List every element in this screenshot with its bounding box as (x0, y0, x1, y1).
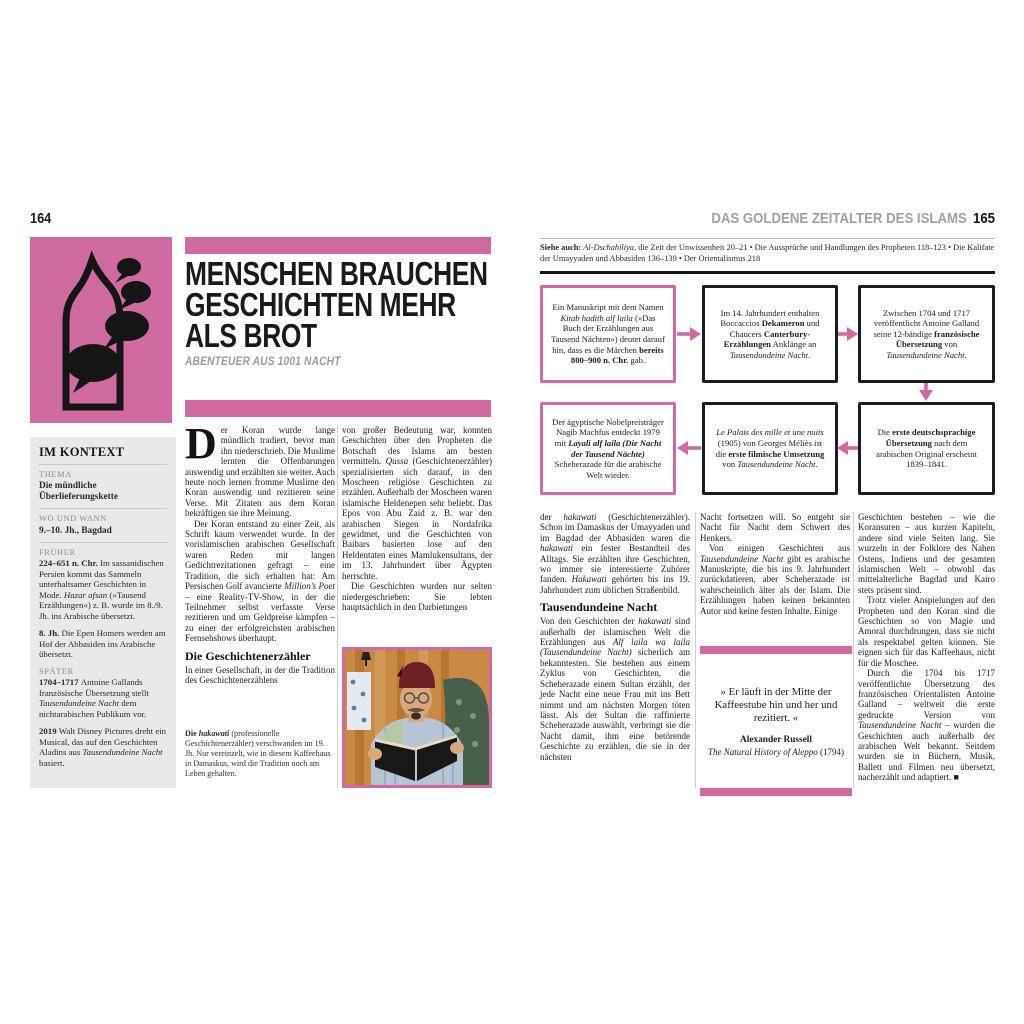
paragraph: von großer Bedeutung war, konnten Geschichten über den Propheten die Botschaft des Islams am besten vermitteln. Qussa (Geschichtenerzähler) spezialisierten sich darauf, in den Moscheen religiöse Geschichten zu erzählen. Außerhalb der Moscheen waren islamische Heldenepen sehr beliebt. Das Epos von Abu Zaid z. B. war den arabischen Siegen in Nordafrika gewidmet, und die Geschichten von Baibars basierten lose auf den Heldentaten eines Mamlukensultans, der im 13. Jahrhundert über Ägypten herrschte. (342, 425, 492, 581)
flow-box-text: Im 14. Jahrhundert enthalten Boccaccios Dekameron und Chaucers Canterbury-Erzählungen Anklänge an Tausendundeine Nacht. (720, 307, 820, 360)
chapter-icon-box (30, 237, 172, 423)
storyteller-photo-illustration (345, 650, 489, 785)
pull-quote (700, 646, 852, 796)
quote-bar-bottom (700, 788, 852, 796)
flow-box-text: Le Palais des mille et une nuits (1905) von Georges Méliès ist die erste filmische Umsetzung von Tausendundeine Nacht. (715, 427, 825, 470)
arrow-down-icon (917, 382, 935, 402)
paragraph: Durch die 1704 bis 1717 veröffentlichte Übersetzung des französischen Orientalisten Antoine Galland – weltweit die erste gedruckte Version von Tausendundeine Nacht – wurden die Geschichten auch außerhalb der arabischen Welt bekannt. Seitdem wurden sie in Büchern, Musik, Ballett und Filmen neu übersetzt, nacherzählt und adaptiert. ■ (858, 668, 995, 783)
flow-box-6 (858, 402, 995, 495)
paragraph: der hakawati (Geschichtenerzähler). Schon im Damaskus der Umayyaden und im Bagdad der Abbasiden waren die hakawati ein fester Bestandteil des Alltags. Sie erzählten ihre Geschichten, wo immer sie interessierte Zuhörer fanden. Hakawati gehörten bis ins 19. Jahrhundert zum üblichen Straßenbild. (540, 512, 690, 595)
header-rule (540, 238, 995, 239)
arrow-left-icon (676, 439, 702, 457)
flow-box-text: Zwischen 1704 und 1717 veröffentlicht Antoine Galland seine 12-bändige französische Übersetzung von Tausendundeine Nacht. (873, 307, 980, 360)
title-bar-top (185, 237, 491, 254)
context-entry: 8. Jh. Die Epen Homers werden am Hof der Abbasiden ins Arabische übersetzt. (39, 628, 166, 659)
context-label-spaeter: SPÄTER (39, 666, 74, 676)
article-subtitle: ABENTEUER AUS 1001 NACHT (185, 354, 341, 368)
quote-text: » Er läuft in der Mitte der Kaffeestube hin und her und rezitiert. « (714, 685, 838, 724)
arrow-left-icon (837, 439, 859, 457)
context-value-thema: Die mündliche Überlieferungskette (39, 481, 119, 502)
title-block (185, 237, 491, 427)
paragraph: Trotz vieler Anspielungen auf den Propheten und den Koran sind die Geschichten so von Magie und Amoral durchdrungen, dass sie nicht als respektabel gelten können. Sie eignen sich für das Kaffeehaus, nicht für die Moschee. (858, 595, 995, 668)
quote-source: The Natural History of Aleppo (1794) (707, 746, 845, 757)
drop-cap: D (185, 419, 217, 468)
right-page (540, 210, 995, 790)
title-line: MENSCHEN BRAUCHEN (185, 255, 488, 292)
context-rule (39, 508, 167, 509)
speech-bubbles-arch-icon (30, 237, 172, 423)
flow-box-text: Ein Manuskript mit dem Namen Kitab hadith alf laila (»Das Buch der Erzählungen aus Tausend Nächten«) deutet darauf hin, dass es die Märchen bereits 800–900 n. Chr. gab. (551, 302, 665, 366)
paragraph: Von einigen Geschichten aus Tausendundeine Nacht gibt es arabische Manuskripte, die bis ins 9. Jahrhundert zurückdatieren, aber Scheherazade ist wahrscheinlich älter als der Islam. Die Erzählungen haben keinen bekannten Autor und keine festen Inhalte. Einige (700, 543, 850, 616)
context-entry: 224–651 n. Chr. Im sassanidischen Persien kommt das Sammeln unterhaltsamer Geschichten in Mode. Hazar afsan (»Tausend Erzählungen«) z. B. wurde im 8./9. Jh. ins Arabische übersetzt. (39, 558, 164, 621)
body-column-right-3 (858, 512, 995, 783)
context-rule (39, 542, 167, 543)
body-column-left-1 (185, 419, 335, 685)
title-bar-bottom (185, 400, 491, 417)
flow-box-text: Die erste deutschsprachige Übersetzung nach dem arabischen Original erscheint 1839–1841. (876, 427, 977, 470)
storyteller-photo (342, 647, 492, 788)
article-title (185, 255, 491, 354)
page-number-right: 165 (972, 210, 995, 227)
flow-box-4 (540, 402, 676, 495)
context-entry: 2019 Walt Disney Pictures dreht ein Musical, das auf den Geschichten Aladins aus Tausendundeine Nacht basiert. (39, 726, 167, 768)
column-divider (695, 512, 696, 788)
section-rule (540, 271, 995, 274)
context-label-thema: THEMA (39, 469, 72, 479)
context-label-frueher: FRÜHER (39, 547, 76, 557)
paragraph-text: er Koran wurde lange mündlich tradiert, bevor man ihn niederschrieb. Die Muslime lernten die Offenbarungen auswendig und erzählten sie weiter. Auch heute noch lernen fromme Muslime den Koran auswendig und rezitieren seine Verse. Mit Zitaten aus dem Koran bekräftigen sie ihre Meinung. (185, 425, 335, 519)
column-divider (853, 512, 854, 788)
quote-bar-top (700, 646, 852, 654)
quote-author: Alexander Russell (740, 734, 812, 745)
title-line: ALS BROT (185, 317, 317, 354)
context-label-wo: WO UND WANN (39, 514, 107, 523)
paragraph: Der Koran entstand zu einer Zeit, als Schrift kaum verwendet wurde. In der vorislamischen arabischen Gesellschaft waren Reden mit langen Gedichtrezitationen gefragt – eine Tradition, die sich erhalten hat: Am Persischen Golf avancierte Million’s Poet – eine Reality-TV-Show, in der die Teilnehmer selbst verfasste Verse rezitieren und um Geldpreise kämpfen – zu einer der erfolgreichsten arabischen Fernsehshows überhaupt. (185, 518, 335, 644)
body-column-right-1 (540, 512, 690, 762)
column-divider (337, 425, 338, 788)
chapter-title: DAS GOLDENE ZEITALTER DES ISLAMS (711, 210, 967, 227)
photo-caption: Die hakawati (professionelle Geschichtenerzähler) verschwanden im 19. Jh. Nur vereinzelt, wie in diesem Kaffeehaus in Damaskus, wird die Tradition noch am Leben gehalten. (185, 729, 331, 778)
paragraph: Geschichten bestehen – wie die Koransuren – aus kurzen Kapiteln, andere sind viele Seiten lang. Sie wurzeln in der Folklore des Nahen Ostens, Indiens und der gesamten islamischen Welt – obwohl das mittelalterliche Bagdad und Kairo stets präsent sind. (858, 512, 995, 595)
flow-box-text: Der ägyptische Nobelpreisträger Nagib Machfus entdeckt 1979 mit Layali alf laila (Die Nacht der Tausend Nächte) Scheherazade für die arabische Welt wieder. (552, 416, 664, 480)
see-also-line: Siehe auch: Al-Dschahiliya, die Zeit der Unwissenheit 20–21 • Die Aussprüche und Handlungen des Propheten 118–123 • Die Kalifate der Umayyaden und Abbasiden 136–139 • Der Orientalismus 218 (540, 243, 995, 263)
arrow-right-icon (837, 325, 859, 343)
body-column-left-2 (342, 425, 492, 612)
chapter-header (595, 210, 995, 227)
page-number-left: 164 (30, 210, 52, 227)
left-page (30, 210, 505, 790)
paragraph (185, 419, 335, 519)
context-value-wo: 9.–10. Jh., Bagdad (39, 525, 112, 536)
paragraph: Nacht fortsetzen will. So entgeht sie Nacht für Nacht dem Schwert des Henkers. (700, 512, 850, 543)
quote-content (700, 684, 852, 759)
flow-box-2 (702, 285, 838, 383)
flow-box-3 (858, 285, 995, 383)
context-entry: 1704–1717 Antoine Gallands französische Übersetzung stellt Tausendundeine Nacht dem nichtarabischen Publikum vor. (39, 677, 149, 719)
flow-box-5 (702, 402, 838, 495)
section-heading: Tausendundeine Nacht (540, 600, 658, 615)
flow-box-1 (540, 285, 676, 383)
body-column-right-2 (700, 512, 850, 616)
section-heading: Die Geschichtenerzähler (185, 648, 311, 663)
paragraph: Von den Geschichten der hakawati sind außerhalb der islamischen Welt die Erzählungen aus Alf laila wa laila (Tausendundeine Nacht) sicherlich am bekanntesten. Sie bestehen aus einem Zyklus von Geschichten, die Scheherazade einem Sultan erzählt, der jede Nacht eine neue Frau mit ins Bett nimmt und am nächsten Morgen töten lässt. Als der Sultan die raffinierte Scheherazade auswählt, verbringt sie die Nacht damit, ihm eine betörende Geschichte zu erzählen, die sie in der nächsten (540, 616, 690, 762)
context-heading: IM KONTEXT (39, 447, 167, 465)
paragraph: Die Geschichten wurden nur selten niedergeschrieben: Sie lebten hauptsächlich in den Darbietungen (342, 581, 492, 612)
arrow-right-icon (676, 325, 702, 343)
title-line: GESCHICHTEN MEHR (185, 286, 456, 323)
context-panel (30, 437, 176, 788)
paragraph: In einer Gesellschaft, in der die Tradition des Geschichtenerzählens (185, 664, 335, 685)
